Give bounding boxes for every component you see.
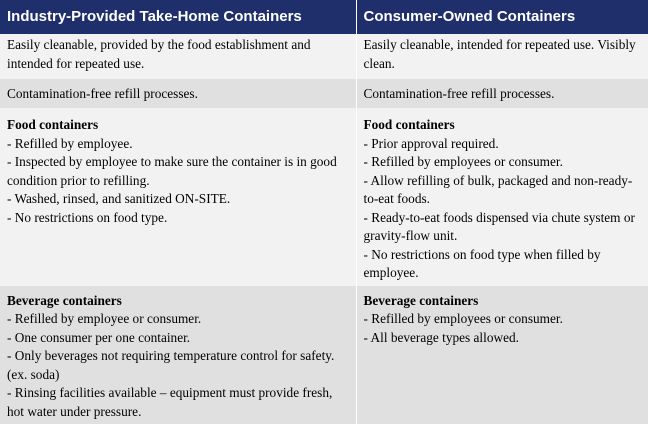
food-heading: Food containers	[7, 116, 350, 135]
list-item: - Inspected by employee to make sure the container is in good condition prior to refilling.	[7, 153, 350, 190]
header-industry-provided: Industry-Provided Take-Home Containers	[0, 0, 356, 34]
cell-industry-food	[0, 108, 356, 286]
list-item: - One consumer per one container.	[7, 329, 350, 348]
list-item: - Refilled by employees or consumer.	[364, 310, 643, 329]
table-row-beverage	[0, 286, 648, 424]
list-item: - Refilled by employees or consumer.	[364, 153, 643, 172]
beverage-heading: Beverage containers	[364, 292, 643, 311]
list-item: - Allow refilling of bulk, packaged and non-ready-to-eat foods.	[364, 172, 643, 209]
list-item: - Prior approval required.	[364, 135, 643, 154]
header-row	[0, 0, 648, 34]
list-item: - Only beverages not requiring temperature control for safety. (ex. soda)	[7, 347, 350, 384]
cell-consumer-refill: Contamination-free refill processes.	[356, 79, 648, 108]
list-item: - No restrictions on food type.	[7, 209, 350, 228]
cell-industry-refill: Contamination-free refill processes.	[0, 79, 356, 108]
list-item: - Refilled by employee or consumer.	[7, 310, 350, 329]
beverage-heading: Beverage containers	[7, 292, 350, 311]
food-heading: Food containers	[364, 116, 643, 135]
list-item: - Washed, rinsed, and sanitized ON-SITE.	[7, 190, 350, 209]
table-row-cleanable	[0, 34, 648, 79]
list-item: - Refilled by employee.	[7, 135, 350, 154]
cell-consumer-cleanable: Easily cleanable, intended for repeated use. Visibly clean.	[356, 34, 648, 79]
table-row-refill	[0, 79, 648, 108]
cell-consumer-beverage	[356, 286, 648, 424]
table-row-food	[0, 108, 648, 286]
cell-industry-cleanable: Easily cleanable, provided by the food establishment and intended for repeated use.	[0, 34, 356, 79]
cell-consumer-food	[356, 108, 648, 286]
cell-industry-beverage	[0, 286, 356, 424]
header-consumer-owned: Consumer-Owned Containers	[356, 0, 648, 34]
list-item: - No restrictions on food type when filled by employee.	[364, 246, 643, 283]
list-item: - All beverage types allowed.	[364, 329, 643, 348]
list-item: - Rinsing facilities available – equipment must provide fresh, hot water under pressure.	[7, 384, 350, 421]
list-item: - Ready-to-eat foods dispensed via chute system or gravity-flow unit.	[364, 209, 643, 246]
